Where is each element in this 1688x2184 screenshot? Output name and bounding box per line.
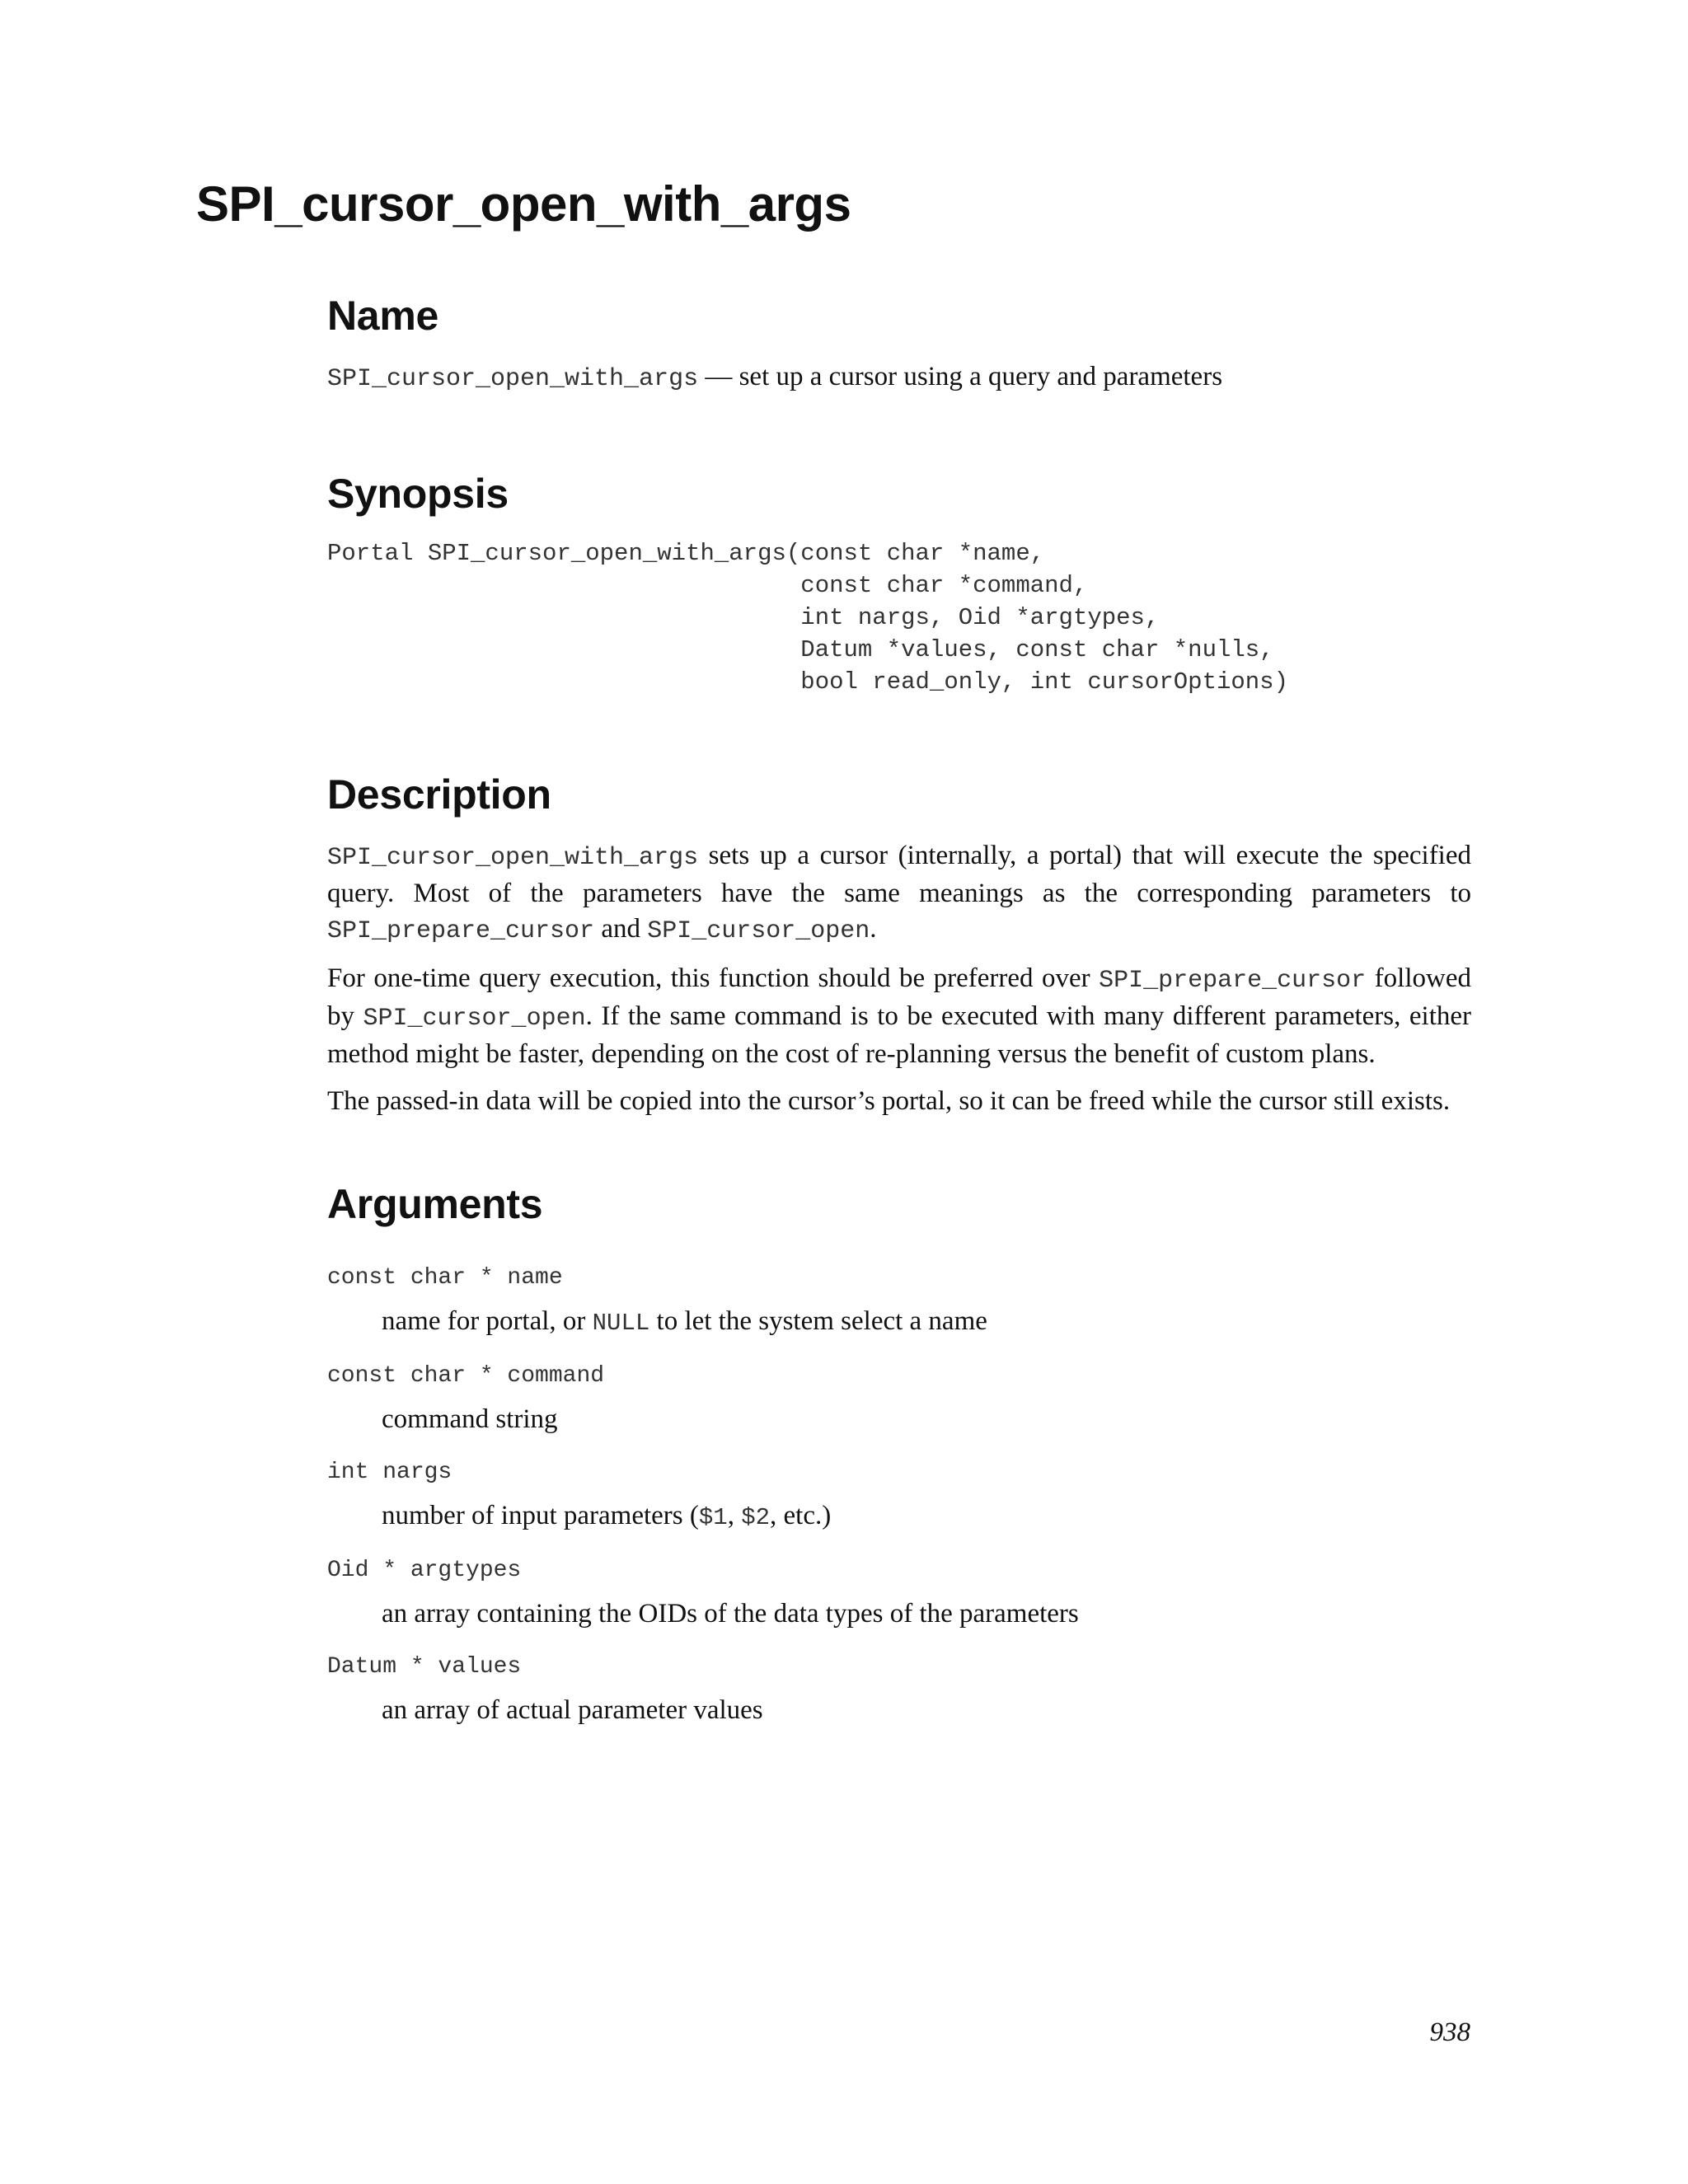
description-heading: Description — [327, 771, 551, 818]
argument-term: const char * name — [327, 1265, 563, 1291]
description-text: name for portal, or — [382, 1306, 593, 1336]
content-body — [327, 295, 1471, 1748]
argument-term: Datum * values — [327, 1654, 522, 1680]
argument-description: command string — [382, 1404, 558, 1434]
paragraph-text: . — [870, 914, 877, 944]
arguments-heading: Arguments — [327, 1181, 543, 1227]
synopsis-code: Portal SPI_cursor_open_with_args(const char *name, const char *command, int nargs, Oid *argtypes, Datum *values, const char *nulls, bool read_only, int cursorOptions) — [327, 540, 1288, 696]
code-function: SPI_cursor_open — [363, 1005, 586, 1033]
name-heading: Name — [327, 293, 438, 339]
function-summary: — set up a cursor using a query and parameters — [698, 362, 1223, 391]
paragraph-text: . If the same command is to be executed with many different parameters, either method might be faster, depending on the cost of re-planning versus the benefit of custom plans. — [327, 1001, 1472, 1069]
argument-description — [382, 1304, 1471, 1341]
argument-description: an array containing the OIDs of the data types of the parameters — [382, 1599, 1079, 1629]
page-number: 938 — [1429, 2018, 1470, 2047]
description-text: to let the system select a name — [649, 1306, 987, 1336]
description-paragraph-1 — [327, 838, 1471, 949]
description-section — [327, 771, 1472, 1119]
paragraph-text: For one-time query execution, this function should be preferred over — [327, 963, 1100, 993]
description-text: number of input parameters ( — [382, 1501, 699, 1530]
argument-list — [327, 1263, 1471, 1728]
code-function: SPI_cursor_open_with_args — [327, 844, 699, 872]
synopsis-section — [327, 473, 1471, 698]
code-literal: NULL — [592, 1310, 650, 1337]
code-function: SPI_cursor_open — [647, 917, 870, 945]
description-text: , etc.) — [770, 1501, 832, 1530]
code-literal: $2 — [741, 1504, 770, 1531]
code-function: SPI_prepare_cursor — [327, 917, 595, 945]
argument-term: int nargs — [327, 1460, 452, 1485]
arguments-section — [327, 1183, 1471, 1728]
code-literal: $1 — [698, 1504, 728, 1531]
argument-description: an array of actual parameter values — [382, 1695, 763, 1725]
description-paragraph-3: The passed-in data will be copied into the cursor’s portal, so it can be freed while the cursor still exists. — [327, 1086, 1451, 1116]
argument-term: const char * command — [327, 1363, 605, 1389]
description-paragraph-2 — [327, 961, 1471, 1072]
synopsis-heading: Synopsis — [327, 471, 509, 517]
paragraph-text: and — [594, 914, 648, 944]
paragraph-text: sets up a cursor (internally, a portal) that will execute the specified query. Most of the parameters have the same meanings as the corresponding parameters to — [327, 841, 1471, 908]
code-function: SPI_prepare_cursor — [1099, 967, 1367, 995]
argument-term: Oid * argtypes — [327, 1558, 522, 1583]
paragraph-text: followed by — [327, 963, 1471, 1031]
name-line — [327, 359, 1471, 397]
argument-description — [382, 1498, 1471, 1535]
description-text: , — [727, 1501, 742, 1530]
page-title: SPI_cursor_open_with_args — [196, 176, 851, 232]
function-name: SPI_cursor_open_with_args — [327, 365, 699, 393]
name-section — [327, 295, 1471, 397]
